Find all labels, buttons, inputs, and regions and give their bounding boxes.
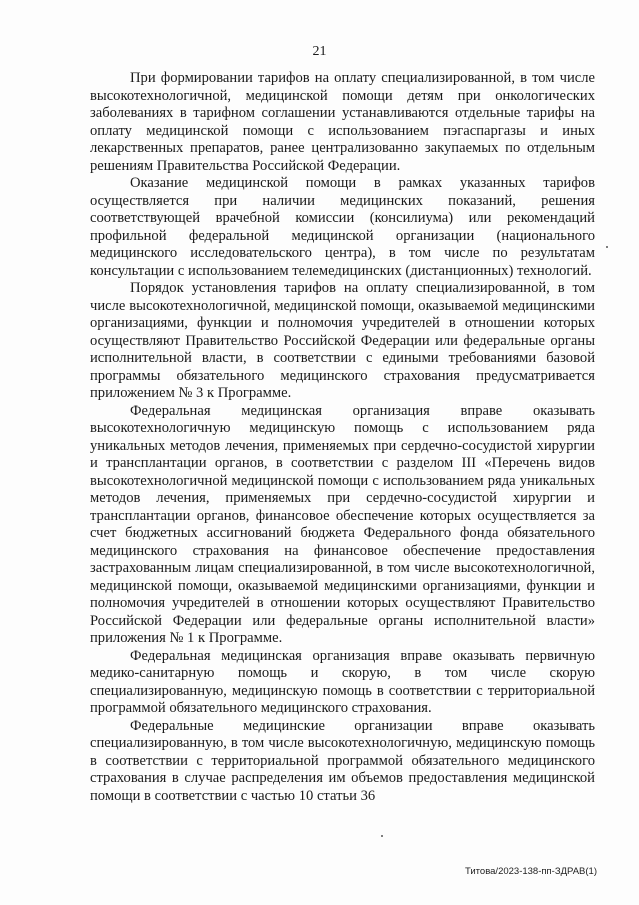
- document-body: [90, 70, 595, 805]
- paragraph-specialized-care: Федеральные медицинские организации вправе оказывать специализированную, в том числе высокотехнологичную, медицинскую помощь в соответствии с территориальной программой обязательного медицинского страхования в случае распределения им объемов предоставления медицинской помощи в соответствии с частью 10 статьи 36: [90, 717, 595, 804]
- paragraph-primary-care: Федеральная медицинская организация вправе оказывать первичную медико-санитарную помощь и скорую, в том числе скорую специализированную, медицинскую помощь в соответствии с территориальной программой обязательного медицинского страхования.: [90, 647, 595, 716]
- paragraph-tariff-procedure: Порядок установления тарифов на оплату специализированной, в том числе высокотехнологичной, медицинской помощи, оказываемой медицинскими организациями, функции и полномочия учредителей в отношении которых осуществляют Правительство Российской Федерации или федеральные органы исполнительной власти, в соответствии с едиными требованиями базовой программы обязательного медицинского страхования предусматривается приложением № 3 к Программе.: [90, 280, 595, 401]
- document-footer-code: Титова/2023-138-пп-ЗДРАВ(1): [464, 866, 597, 877]
- scan-speck: [606, 246, 608, 248]
- scan-speck: [381, 835, 383, 837]
- paragraph-tariff-formation: При формировании тарифов на оплату специализированной, в том числе высокотехнологичной, медицинской помощи детям при онкологических заболеваниях в тарифном соглашении устанавливаются отдельные тарифы на оплату медицинской помощи с использованием пэгаспаргазы и иных лекарственных препаратов, ранее централизованно закупаемых по отдельным решениям Правительства Российской Федерации.: [90, 70, 595, 174]
- paragraph-federal-hightech-care: Федеральная медицинская организация вправе оказывать высокотехнологичную медицинскую помощь с использованием ряда уникальных методов лечения, применяемых при сердечно-сосудистой хирургии и трансплантации органов, в соответствии с разделом III «Перечень видов высокотехнологичной медицинской помощи с использованием ряда уникальных методов лечения, применяемых при сердечно-сосудистой хирургии и трансплантации органов, финансовое обеспечение которых осуществляется за счет бюджетных ассигнований бюджета Федерального фонда обязательного медицинского страхования на финансовое обеспечение предоставления застрахованным лицам специализированной, в том числе высокотехнологичной, медицинской помощи, оказываемой медицинскими организациями, функции и полномочия учредителей в отношении которых осуществляют Правительство Российской Федерации или федеральные органы исполнительной власти» приложения № 1 к Программе.: [90, 402, 595, 646]
- paragraph-care-provision: Оказание медицинской помощи в рамках указанных тарифов осуществляется при наличии медицинских показаний, решения соответствующей врачебной комиссии (консилиума) или рекомендаций профильной федеральной медицинской организации (национального медицинского исследовательского центра), в том числе по результатам консультации с использованием телемедицинских (дистанционных) технологий.: [90, 175, 595, 279]
- page-number: 21: [312, 44, 327, 59]
